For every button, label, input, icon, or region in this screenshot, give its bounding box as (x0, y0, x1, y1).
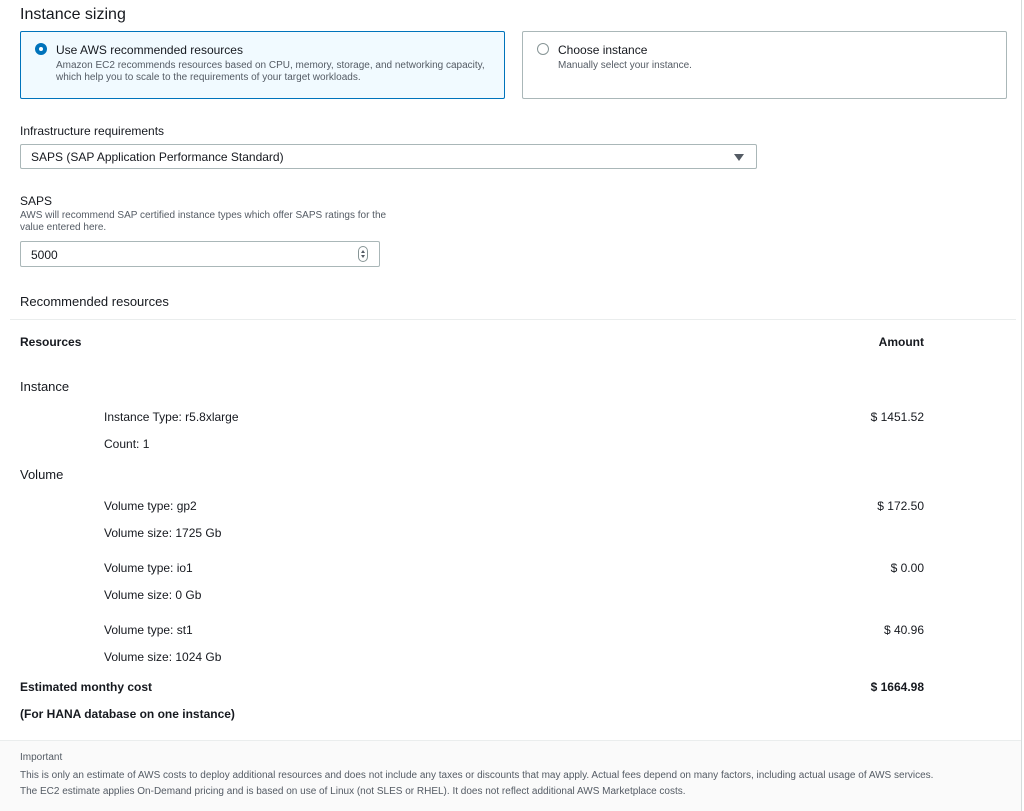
volume-type-st1: Volume type: st1 (104, 623, 193, 637)
volume-amount-st1: $ 40.96 (883, 623, 924, 637)
option-choose-description: Manually select your instance. (558, 60, 692, 71)
option-recommended-tile[interactable] (20, 31, 505, 99)
footer-title: Important (20, 752, 63, 763)
saps-input-value: 5000 (31, 248, 58, 262)
infrastructure-select-value: SAPS (SAP Application Performance Standard) (31, 150, 284, 164)
estimated-cost-amount: $ 1664.98 (870, 680, 924, 694)
footer-line-1: This is only an estimate of AWS costs to deploy additional resources and does not include any taxes or discounts that may apply. Actual fees depend on many factors, including actual usage of AWS services. (20, 770, 934, 781)
saps-label: SAPS (20, 194, 53, 208)
volume-amount-io1: $ 0.00 (890, 561, 924, 575)
radio-selected-icon[interactable] (35, 43, 47, 55)
estimated-cost-note: (For HANA database on one instance) (20, 707, 235, 721)
option-recommended-label: Use AWS recommended resources (56, 43, 243, 57)
footer-text (20, 768, 1015, 800)
group-volume: Volume (20, 467, 64, 482)
infrastructure-select[interactable] (20, 144, 757, 169)
stepper-icon[interactable] (358, 246, 368, 262)
volume-size-st1: Volume size: 1024 Gb (104, 650, 222, 664)
footer-divider (0, 740, 1021, 741)
radio-unselected-icon[interactable] (537, 43, 549, 55)
saps-hint: AWS will recommend SAP certified instance types which offer SAPS ratings for the value entered here. (20, 210, 387, 233)
volume-size-gp2: Volume size: 1725 Gb (104, 526, 222, 540)
saps-input[interactable] (20, 241, 380, 267)
option-choose-label: Choose instance (558, 43, 648, 57)
section-title: Instance sizing (20, 6, 126, 23)
volume-amount-gp2: $ 172.50 (877, 499, 924, 513)
option-choose-instance-tile[interactable] (522, 31, 1007, 99)
volume-type-io1: Volume type: io1 (104, 561, 193, 575)
instance-count: Count: 1 (104, 437, 150, 451)
header-resources: Resources (20, 335, 82, 349)
instance-type-amount: $ 1451.52 (870, 410, 924, 424)
volume-type-gp2: Volume type: gp2 (104, 499, 197, 513)
footer-line-2: The EC2 estimate applies On-Demand pricing and is based on use of Linux (not SLES or RHEL). It does not reflect additional AWS Marketplace costs. (20, 786, 686, 797)
infrastructure-label: Infrastructure requirements (20, 124, 165, 138)
option-recommended-description: Amazon EC2 recommends resources based on CPU, memory, storage, and networking capacity, which help you to scale to the requirements of your target workloads. (56, 60, 485, 83)
caret-down-icon (734, 154, 744, 161)
group-instance: Instance (20, 379, 70, 394)
volume-size-io1: Volume size: 0 Gb (104, 588, 202, 602)
header-amount: Amount (878, 335, 924, 349)
recommended-resources-title: Recommended resources (20, 294, 169, 309)
divider (10, 319, 1016, 320)
instance-type: Instance Type: r5.8xlarge (104, 410, 239, 424)
estimated-cost-label: Estimated monthy cost (20, 680, 153, 694)
